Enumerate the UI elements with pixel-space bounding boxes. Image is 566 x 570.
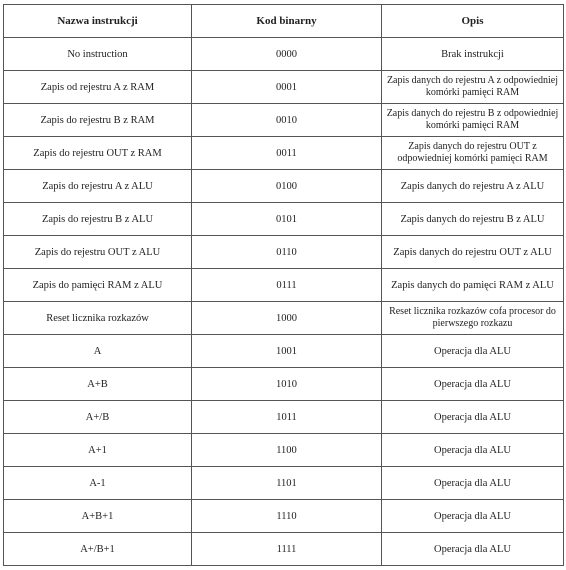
binary-code-cell: 0111 (192, 269, 382, 302)
table-row (4, 137, 564, 170)
instruction-name-cell: A+1 (4, 434, 192, 467)
header-description: Opis (382, 5, 564, 38)
binary-code-cell: 1011 (192, 401, 382, 434)
description-cell: Reset licznika rozkazów cofa procesor do pierwszego rozkazu (382, 302, 564, 335)
table-row (4, 533, 564, 566)
table-row (4, 302, 564, 335)
table-row (4, 104, 564, 137)
description-cell: Zapis danych do pamięci RAM z ALU (382, 269, 564, 302)
description-cell: Operacja dla ALU (382, 533, 564, 566)
instruction-name-cell: A+B (4, 368, 192, 401)
table-row (4, 500, 564, 533)
table-header-row (4, 5, 564, 38)
binary-code-cell: 1000 (192, 302, 382, 335)
table-row (4, 203, 564, 236)
description-cell: Brak instrukcji (382, 38, 564, 71)
description-cell: Operacja dla ALU (382, 500, 564, 533)
description-cell: Zapis danych do rejestru A z ALU (382, 170, 564, 203)
binary-code-cell: 1001 (192, 335, 382, 368)
description-cell: Operacja dla ALU (382, 467, 564, 500)
table-row (4, 467, 564, 500)
instruction-name-cell: A (4, 335, 192, 368)
binary-code-cell: 0110 (192, 236, 382, 269)
binary-code-cell: 0011 (192, 137, 382, 170)
instruction-name-cell: Zapis do rejestru B z ALU (4, 203, 192, 236)
instruction-name-cell: Zapis do rejestru A z ALU (4, 170, 192, 203)
header-binary-code: Kod binarny (192, 5, 382, 38)
binary-code-cell: 1110 (192, 500, 382, 533)
binary-code-cell: 0001 (192, 71, 382, 104)
description-cell: Operacja dla ALU (382, 434, 564, 467)
description-cell: Zapis danych do rejestru B z odpowiedniej komórki pamięci RAM (382, 104, 564, 137)
instruction-name-cell: Zapis do rejestru OUT z ALU (4, 236, 192, 269)
description-cell: Zapis danych do rejestru OUT z odpowiedniej komórki pamięci RAM (382, 137, 564, 170)
binary-code-cell: 0101 (192, 203, 382, 236)
instruction-name-cell: Zapis od rejestru A z RAM (4, 71, 192, 104)
description-cell: Zapis danych do rejestru B z ALU (382, 203, 564, 236)
instruction-name-cell: Zapis do rejestru OUT z RAM (4, 137, 192, 170)
table-row (4, 38, 564, 71)
instruction-table (3, 4, 564, 566)
table-row (4, 170, 564, 203)
binary-code-cell: 1010 (192, 368, 382, 401)
instruction-name-cell: A-1 (4, 467, 192, 500)
instruction-name-cell: A+/B+1 (4, 533, 192, 566)
description-cell: Operacja dla ALU (382, 335, 564, 368)
instruction-name-cell: No instruction (4, 38, 192, 71)
binary-code-cell: 0100 (192, 170, 382, 203)
description-cell: Operacja dla ALU (382, 401, 564, 434)
instruction-name-cell: Zapis do pamięci RAM z ALU (4, 269, 192, 302)
header-instruction-name: Nazwa instrukcji (4, 5, 192, 38)
binary-code-cell: 0000 (192, 38, 382, 71)
description-cell: Zapis danych do rejestru OUT z ALU (382, 236, 564, 269)
description-cell: Operacja dla ALU (382, 368, 564, 401)
binary-code-cell: 0010 (192, 104, 382, 137)
table-row (4, 71, 564, 104)
binary-code-cell: 1101 (192, 467, 382, 500)
table-row (4, 335, 564, 368)
table-row (4, 236, 564, 269)
binary-code-cell: 1111 (192, 533, 382, 566)
binary-code-cell: 1100 (192, 434, 382, 467)
instruction-name-cell: Reset licznika rozkazów (4, 302, 192, 335)
instruction-name-cell: Zapis do rejestru B z RAM (4, 104, 192, 137)
table-row (4, 269, 564, 302)
table-row (4, 401, 564, 434)
instruction-name-cell: A+/B (4, 401, 192, 434)
instruction-name-cell: A+B+1 (4, 500, 192, 533)
description-cell: Zapis danych do rejestru A z odpowiedniej komórki pamięci RAM (382, 71, 564, 104)
table-row (4, 434, 564, 467)
table-row (4, 368, 564, 401)
